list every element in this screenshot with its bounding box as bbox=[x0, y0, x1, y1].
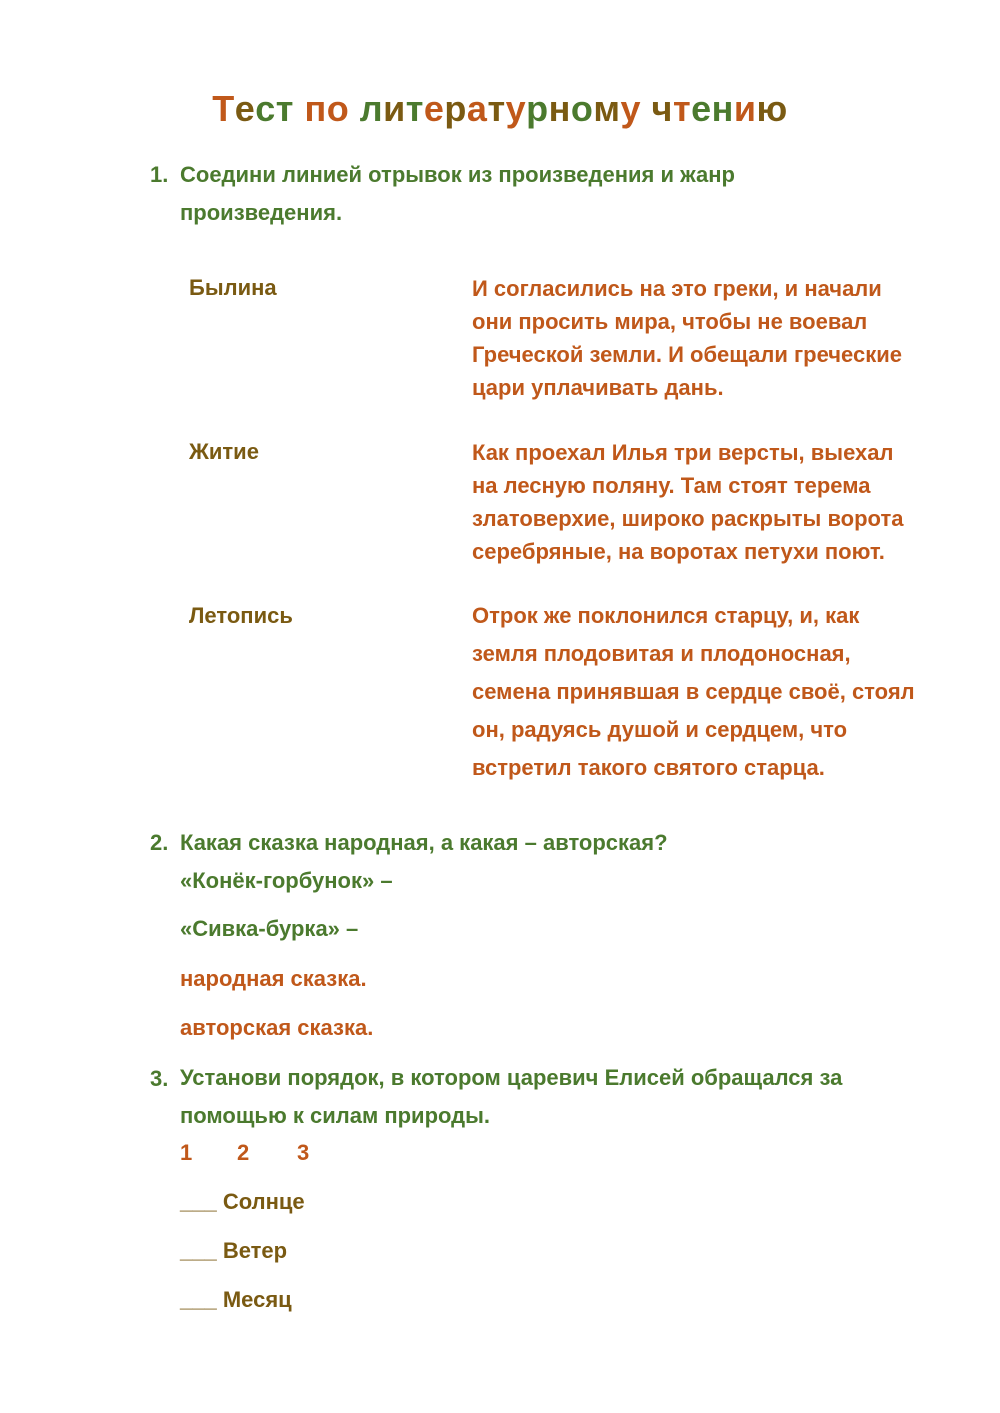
tale-konek-gorbunok[interactable]: «Конёк-горбунок» – bbox=[180, 868, 393, 893]
question-2-text: Какая сказка народная, а какая – авторская? bbox=[180, 830, 668, 855]
excerpt-3-line: семена принявшая в сердце своё, стоял bbox=[472, 679, 915, 704]
title-letter: м bbox=[593, 88, 621, 129]
excerpt-3-line: он, радуясь душой и сердцем, что bbox=[472, 717, 848, 742]
title-letter: а bbox=[466, 88, 488, 129]
excerpt-2-line: Как проехал Илья три версты, выехал bbox=[472, 440, 894, 465]
title-letter: е bbox=[423, 88, 445, 129]
question-2-number: 2. bbox=[150, 830, 169, 855]
title-letter bbox=[641, 88, 652, 130]
title-letter: т bbox=[275, 88, 294, 129]
order-item-sun[interactable]: ___ Солнце bbox=[180, 1189, 305, 1214]
title-letter: о bbox=[326, 88, 350, 129]
title-letter: т bbox=[672, 88, 692, 129]
excerpt-1[interactable] bbox=[472, 272, 952, 404]
title-letter: ч bbox=[651, 88, 673, 129]
excerpt-3-line: земля плодовитая и плодоносная, bbox=[472, 641, 851, 666]
title-letter: п bbox=[304, 88, 327, 129]
title-letter: Т bbox=[212, 88, 235, 129]
genre-bylina[interactable]: Былина bbox=[189, 275, 277, 300]
title-letter: т bbox=[405, 88, 424, 129]
title-letter: и bbox=[383, 88, 406, 129]
question-1-line-2: произведения. bbox=[180, 200, 343, 225]
title-letter: и bbox=[733, 88, 757, 129]
order-number-3[interactable]: 3 bbox=[297, 1140, 310, 1165]
page-title bbox=[0, 88, 1000, 130]
excerpt-2-line: на лесную поляну. Там стоят терема bbox=[472, 473, 871, 498]
order-number-2[interactable]: 2 bbox=[237, 1140, 250, 1165]
title-letter bbox=[349, 88, 360, 130]
question-3-number: 3. bbox=[150, 1066, 169, 1091]
title-letter: е bbox=[234, 88, 256, 129]
excerpt-2[interactable] bbox=[472, 436, 952, 568]
question-3-line-1: Установи порядок, в котором царевич Елисей обращался за bbox=[180, 1065, 843, 1090]
title-letter bbox=[294, 88, 305, 130]
excerpt-3-line: встретил такого святого старца. bbox=[472, 755, 825, 780]
title-letter: н bbox=[711, 88, 734, 129]
excerpt-1-line: цари уплачивать дань. bbox=[472, 375, 724, 400]
question-3-line-2: помощью к силам природы. bbox=[180, 1103, 491, 1128]
excerpt-1-line: они просить мира, чтобы не воевал bbox=[472, 309, 868, 334]
order-item-wind[interactable]: ___ Ветер bbox=[180, 1238, 288, 1263]
tale-sivka-burka[interactable]: «Сивка-бурка» – bbox=[180, 916, 359, 941]
order-item-moon[interactable]: ___ Месяц bbox=[180, 1287, 292, 1312]
order-number-1[interactable]: 1 bbox=[180, 1140, 193, 1165]
answer-folk-tale[interactable]: народная сказка. bbox=[180, 966, 367, 991]
excerpt-1-line: Греческой земли. И обещали греческие bbox=[472, 342, 902, 367]
excerpt-3[interactable] bbox=[472, 597, 952, 787]
excerpt-1-line: И согласились на это греки, и начали bbox=[472, 276, 882, 301]
answer-author-tale[interactable]: авторская сказка. bbox=[180, 1015, 374, 1040]
title-letter: у bbox=[505, 88, 527, 129]
genre-letopis[interactable]: Летопись bbox=[189, 603, 293, 628]
title-letter: т bbox=[487, 88, 506, 129]
excerpt-2-line: серебряные, на воротах петухи поют. bbox=[472, 539, 885, 564]
title-letter: н bbox=[548, 88, 571, 129]
title-letter: у bbox=[620, 88, 642, 129]
title-letter: р bbox=[444, 88, 467, 129]
question-1-line-1: Соедини линией отрывок из произведения и жанр bbox=[180, 162, 735, 187]
excerpt-2-line: златоверхие, широко раскрыты ворота bbox=[472, 506, 904, 531]
title-letter: е bbox=[691, 88, 712, 129]
genre-zhitie[interactable]: Житие bbox=[189, 439, 259, 464]
excerpt-3-line: Отрок же поклонился старцу, и, как bbox=[472, 603, 860, 628]
title-letter: о bbox=[570, 88, 594, 129]
question-1-number: 1. bbox=[150, 162, 169, 187]
title-letter: р bbox=[526, 88, 549, 129]
title-letter: л bbox=[359, 88, 384, 129]
title-letter: ю bbox=[756, 88, 788, 129]
title-letter: с bbox=[255, 88, 276, 129]
